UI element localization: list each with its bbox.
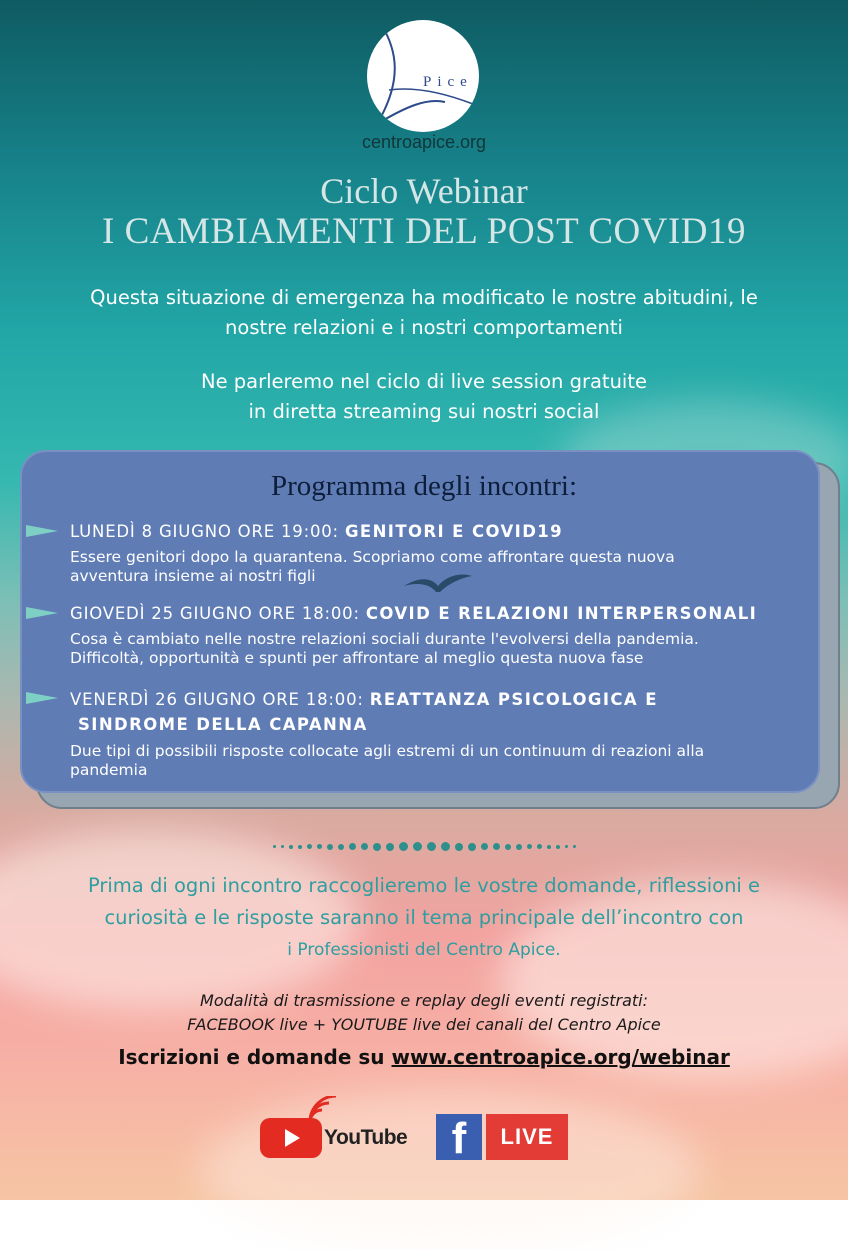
event1-description <box>70 548 790 586</box>
broadcast-info <box>0 989 848 1037</box>
event2-heading <box>70 604 757 623</box>
intro2-line1: Ne parleremo nel ciclo di live session gratuite <box>201 370 647 393</box>
event1-date: LUNEDÌ 8 GIUGNO ORE 19:00: <box>70 522 339 541</box>
event1-desc-line1: Essere genitori dopo la quarantena. Scopriamo come affrontare questa nuova <box>70 548 675 566</box>
play-icon <box>285 1129 300 1147</box>
event3-description <box>70 742 790 780</box>
intro-paragraph1 <box>40 283 808 343</box>
registration-line <box>0 1045 848 1069</box>
event2-desc-line1: Cosa è cambiato nelle nostre relazioni sociali durante l'evolversi della pandemia. <box>70 630 699 648</box>
logo <box>367 20 479 132</box>
intro-paragraph2 <box>40 367 808 427</box>
facebook-live-label[interactable]: LIVE <box>486 1114 568 1160</box>
event3-topic-line2: SINDROME DELLA CAPANNA <box>78 715 368 734</box>
event2-description <box>70 630 790 668</box>
event2-topic: COVID E RELAZIONI INTERPERSONALI <box>365 604 758 623</box>
questions-paragraph <box>30 870 818 966</box>
event2-date: GIOVEDÌ 25 GIUGNO ORE 18:00: <box>70 604 360 623</box>
prima-line2: curiosità e le risposte saranno il tema principale dell’incontro con <box>104 906 744 929</box>
facebook-icon[interactable]: f <box>436 1114 482 1160</box>
mod-line2: FACEBOOK live + YOUTUBE live dei canali del Centro Apice <box>187 1015 661 1034</box>
title-line1: Ciclo Webinar <box>320 171 528 211</box>
youtube-live-logo[interactable] <box>258 1096 408 1166</box>
event3-desc-line2: pandemia <box>70 761 148 779</box>
registration-text: Iscrizioni e domande su <box>118 1045 385 1069</box>
mod-line1: Modalità di trasmissione e replay degli eventi registrati: <box>200 991 648 1010</box>
event1-desc-line2: avventura insieme ai nostri figli <box>70 567 316 585</box>
registration-link[interactable]: www.centroapice.org/webinar <box>391 1045 730 1069</box>
intro1-line2: nostre relazioni e i nostri comportamenti <box>225 316 623 339</box>
event3-topic: REATTANZA PSICOLOGICA E <box>369 690 658 709</box>
logo-letters: Pice <box>423 74 473 90</box>
dot-divider <box>0 842 848 851</box>
site-name: centroapice.org <box>361 132 487 152</box>
intro2-line2: in diretta streaming sui nostri social <box>248 400 600 423</box>
event1-arrow-icon <box>26 525 58 537</box>
event2-desc-line2: Difficoltà, opportunità e spunti per affrontare al meglio questa nuova fase <box>70 649 644 667</box>
program-title: Programma degli incontri: <box>270 470 578 502</box>
title-line2: I CAMBIAMENTI DEL POST COVID19 <box>102 211 746 252</box>
event3-heading-line2 <box>78 715 368 734</box>
event1-topic: GENITORI E COVID19 <box>344 522 564 541</box>
event3-date: VENERDÌ 26 GIUGNO ORE 18:00: <box>70 690 364 709</box>
youtube-label: YouTube <box>324 1126 408 1149</box>
event3-desc-line1: Due tipi di possibili risposte collocate agli estremi di un continuum di reazioni alla <box>70 742 705 760</box>
event2-arrow-icon <box>26 607 58 619</box>
prima-line1: Prima di ogni incontro raccoglieremo le vostre domande, riflessioni e <box>87 874 761 897</box>
event3-arrow-icon <box>26 692 58 704</box>
intro1-line1: Questa situazione di emergenza ha modificato le nostre abitudini, le <box>90 286 758 309</box>
prima-line3: i Professionisti del Centro Apice. <box>287 940 561 960</box>
event1-heading <box>70 522 563 541</box>
event3-heading <box>70 690 658 709</box>
logo-curve-icon <box>367 20 479 132</box>
